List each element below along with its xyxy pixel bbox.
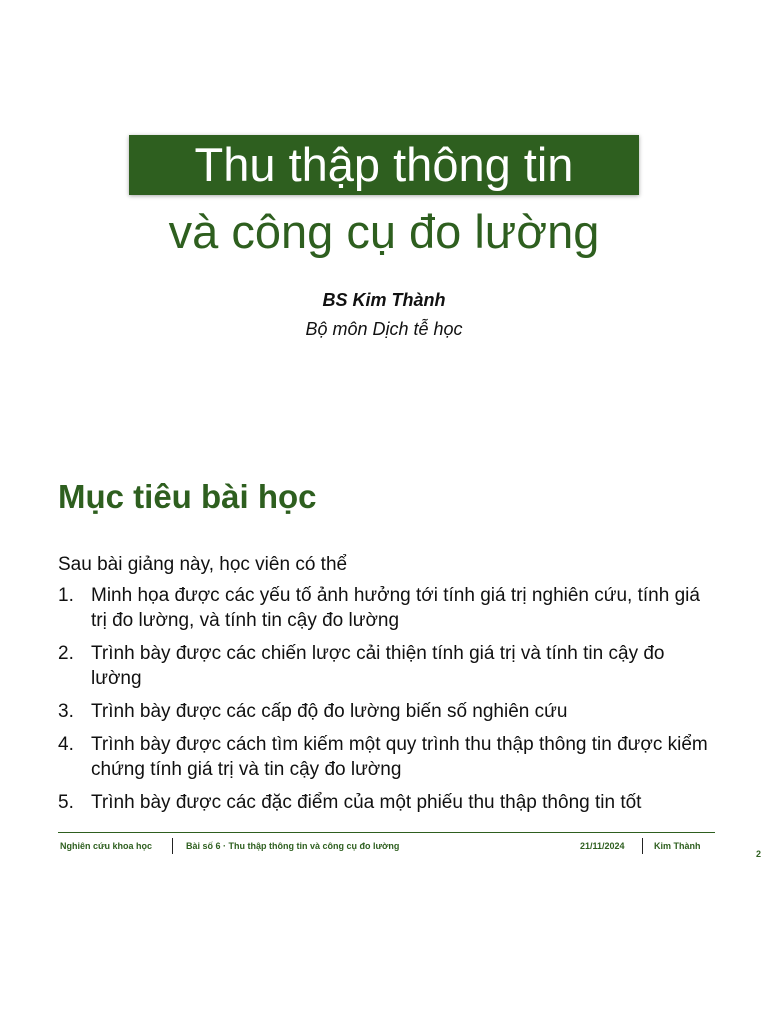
objective-item [58, 790, 708, 815]
footer-divider [58, 832, 715, 833]
objective-item [58, 732, 708, 782]
objective-item [58, 641, 708, 691]
objective-item [58, 583, 708, 633]
objectives-list [58, 583, 708, 823]
footer-separator [172, 838, 173, 854]
author-name: BS Kim Thành [322, 290, 446, 310]
objective-number: 5. [58, 792, 74, 813]
title-line-1: Thu thập thông tin [194, 138, 574, 191]
objective-text: Trình bày được các cấp độ đo lường biến số nghiên cứu [91, 701, 568, 722]
objective-text: Trình bày được cách tìm kiếm một quy trình thu thập thông tin được kiểm chứng tính giá trị và tin cậy đo lường [91, 734, 708, 780]
objectives-intro: Sau bài giảng này, học viên có thể [58, 554, 348, 575]
page-number: 2 [756, 849, 762, 859]
footer-lesson: Bài số 6 · Thu thập thông tin và công cụ đo lường [186, 841, 400, 851]
section-heading: Mục tiêu bài học [58, 478, 317, 515]
objective-number: 4. [58, 734, 74, 755]
objective-text: Trình bày được các chiến lược cải thiện tính giá trị và tính tin cậy đo lường [91, 643, 665, 689]
objective-number: 3. [58, 701, 74, 722]
objective-text: Minh họa được các yếu tố ảnh hưởng tới tính giá trị nghiên cứu, tính giá trị đo lường, và tính tin cậy đo lường [91, 585, 700, 631]
objective-number: 1. [58, 585, 74, 606]
department-name: Bộ môn Dịch tễ học [305, 319, 463, 339]
footer-separator [642, 838, 643, 854]
footer-course: Nghiên cứu khoa học [60, 841, 153, 851]
objective-number: 2. [58, 643, 74, 664]
footer-date: 21/11/2024 [580, 841, 625, 851]
objective-item [58, 699, 708, 724]
footer-author: Kim Thành [654, 841, 701, 851]
objective-text: Trình bày được các đặc điểm của một phiếu thu thập thông tin tốt [91, 792, 642, 813]
title-line-2: và công cụ đo lường [168, 205, 600, 258]
